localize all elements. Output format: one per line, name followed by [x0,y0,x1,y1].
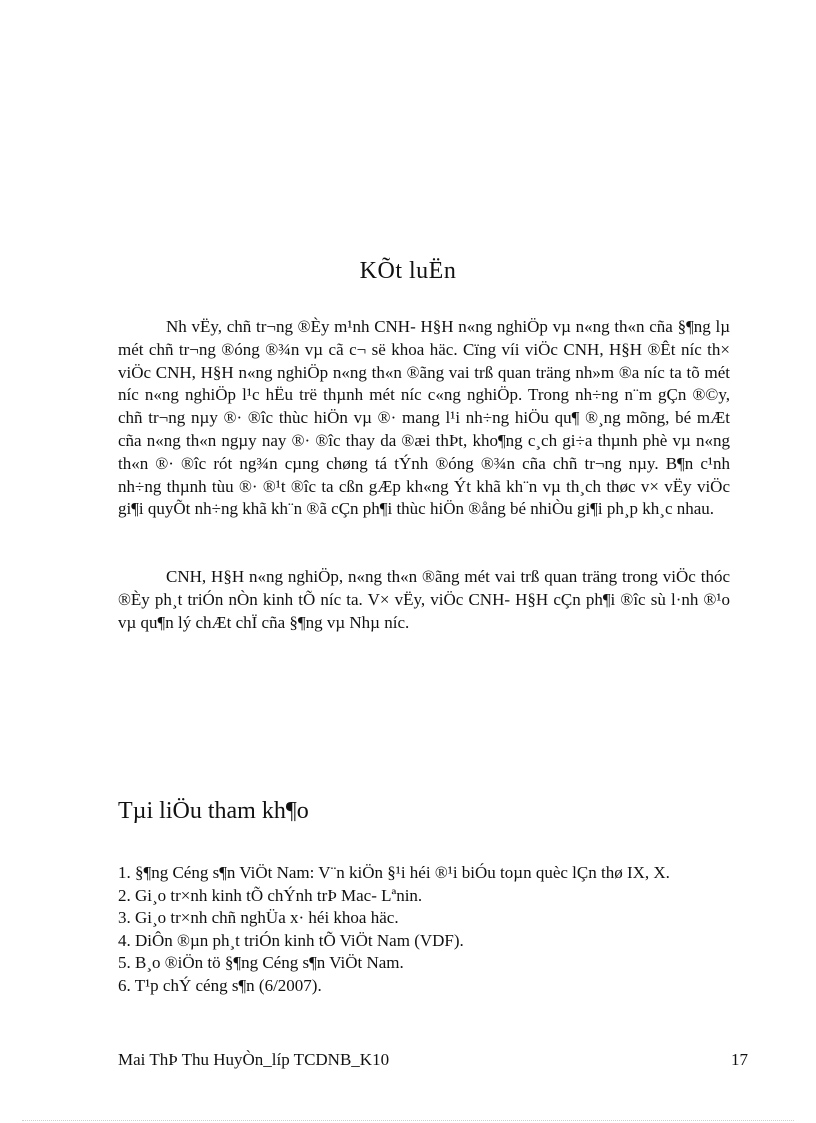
footer-author: Mai ThÞ Thu HuyÒn_líp TCDNB_K10 [118,1050,390,1069]
reference-item: 3. Gi¸o tr×nh chñ nghÜa x· héi khoa häc. [118,908,399,927]
paragraph-text: Nh vËy, chñ tr¬ng ®Èy m¹nh CNH- H§H n«ng nghiÖp vµ n«ng th«n cña §¶ng lµ mét chñ tr¬ng ®óng ®¾n vµ cã c¬ së khoa häc. Cïng víi viÖc CNH, H§H ®Êt níc th× viÖc CNH, H§H n«ng nghiÖp n«ng th«n ®ãng vai trß quan träng nh»m ®a níc ta tõ mét níc n«ng nghiÖp l¹c hËu trë thµnh mét níc c«ng nghiÖp. Trong nh÷ng n¨m gÇn ®©y, chñ tr¬ng nµy ®· ®îc thùc hiÖn vµ ®· mang l¹i nh÷ng hiÖu qu¶ ®¸ng mõng, bé mÆt cña n«ng th«n ngµy nay ®· ®îc thay da ®æi thÞt, kho¶ng c¸ch gi÷a thµnh phè vµ n«ng th«n ®· ®îc rót ng¾n cµng chøng tá tÝnh ®óng ®¾n cña chñ tr¬ng nµy. B¶n c¹nh nh÷ng thµnh tùu ®· ®¹t ®îc ta cßn gÆp kh«ng Ýt khã kh¨n vµ th¸ch thøc v× vËy viÖc gi¶i quyÕt nh÷ng khã kh¨n ®ã cÇn ph¶i thùc hiÖn ®ång bé nhiÒu gi¶i ph¸p kh¸c nhau. [118,317,730,519]
reference-item: 2. Gi¸o tr×nh kinh tÕ chÝnh trÞ Mac- Lªnin. [118,885,423,905]
reference-item: 4. DiÔn ®µn ph¸t triÓn kinh tÕ ViÖt Nam (VDF). [118,930,464,950]
references-heading: Tµi liÖu tham kh¶o [118,798,309,824]
conclusion-paragraph-1 [118,316,730,521]
page-bottom-divider [22,1120,794,1121]
conclusion-paragraph-2 [118,566,730,634]
page-number: 17 [731,1050,748,1069]
reference-item: 6. T¹p chÝ céng s¶n (6/2007). [118,975,322,995]
conclusion-heading: KÕt luËn [359,258,457,284]
references-list [118,862,758,997]
paragraph-text: CNH, H§H n«ng nghiÖp, n«ng th«n ®ãng mét vai trß quan träng trong viÖc thóc ®Èy ph¸t triÓn nÒn kinh tÕ níc ta. V× vËy, viÖc CNH- H§H cÇn ph¶i ®îc sù l·nh ®¹o vµ qu¶n lý chÆt chÏ cña §¶ng vµ Nhµ níc. [118,567,730,632]
reference-item: 1. §¶ng Céng s¶n ViÖt Nam: V¨n kiÖn §¹i héi ®¹i biÓu toµn quèc lÇn thø IX, X. [118,863,670,882]
reference-item: 5. B¸o ®iÖn tö §¶ng Céng s¶n ViÖt Nam. [118,953,404,972]
